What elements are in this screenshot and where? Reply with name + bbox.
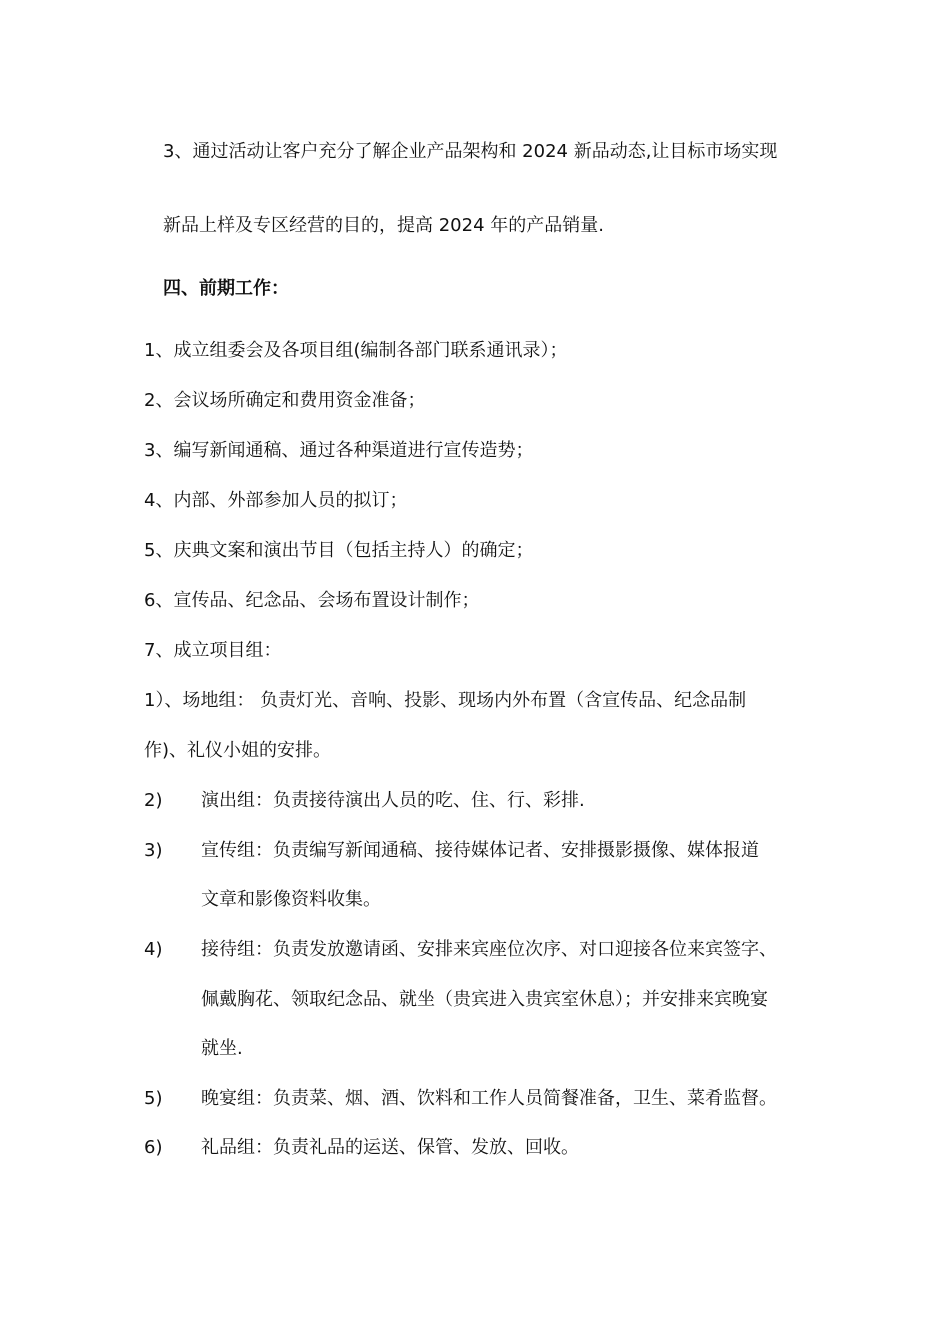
group-publicity-line-1: 宣传组：负责编写新闻通稿、接待媒体记者、安排摄影摄像、媒体报道: [201, 840, 759, 861]
list-item: 6、宣传品、纪念品、会场布置设计制作；: [144, 590, 480, 611]
intro-line-1: 3、通过活动让客户充分了解企业产品架构和 2024 新品动态,让目标市场实现: [163, 141, 778, 162]
group-number: 6): [144, 1137, 163, 1158]
group-performance-line-1: 演出组：负责接待演出人员的吃、住、行、彩排.: [201, 790, 585, 811]
intro-line-2: 新品上样及专区经营的目的，提高 2024 年的产品销量.: [163, 215, 604, 236]
group-reception-line-3: 就坐.: [201, 1038, 243, 1059]
group-venue-line-2: 作)、礼仪小姐的安排。: [144, 740, 332, 761]
list-item: 7、成立项目组：: [144, 640, 282, 661]
group-reception-line-2: 佩戴胸花、领取纪念品、就坐（贵宾进入贵宾室休息）；并安排来宾晚宴: [201, 989, 768, 1010]
group-number: 4): [144, 939, 163, 960]
list-item: 3、编写新闻通稿、通过各种渠道进行宣传造势；: [144, 440, 534, 461]
list-item: 2、会议场所确定和费用资金准备；: [144, 390, 426, 411]
group-number: 2): [144, 790, 163, 811]
group-banquet-line-1: 晚宴组：负责菜、烟、酒、饮料和工作人员简餐准备，卫生、菜肴监督。: [201, 1088, 777, 1109]
group-venue-line-1: 1）、场地组： 负责灯光、音响、投影、现场内外布置（含宣传品、纪念品制: [144, 690, 747, 711]
group-reception-line-1: 接待组：负责发放邀请函、安排来宾座位次序、对口迎接各位来宾签字、: [201, 939, 777, 960]
group-number: 5): [144, 1088, 163, 1109]
group-number: 3): [144, 840, 163, 861]
list-item: 5、庆典文案和演出节目（包括主持人）的确定；: [144, 540, 534, 561]
group-gifts-line-1: 礼品组：负责礼品的运送、保管、发放、回收。: [201, 1137, 579, 1158]
group-publicity-line-2: 文章和影像资料收集。: [201, 889, 381, 910]
section-title: 四、前期工作：: [163, 278, 289, 299]
list-item: 4、内部、外部参加人员的拟订；: [144, 490, 408, 511]
list-item: 1、成立组委会及各项目组(编制各部门联系通讯录）；: [144, 340, 568, 361]
